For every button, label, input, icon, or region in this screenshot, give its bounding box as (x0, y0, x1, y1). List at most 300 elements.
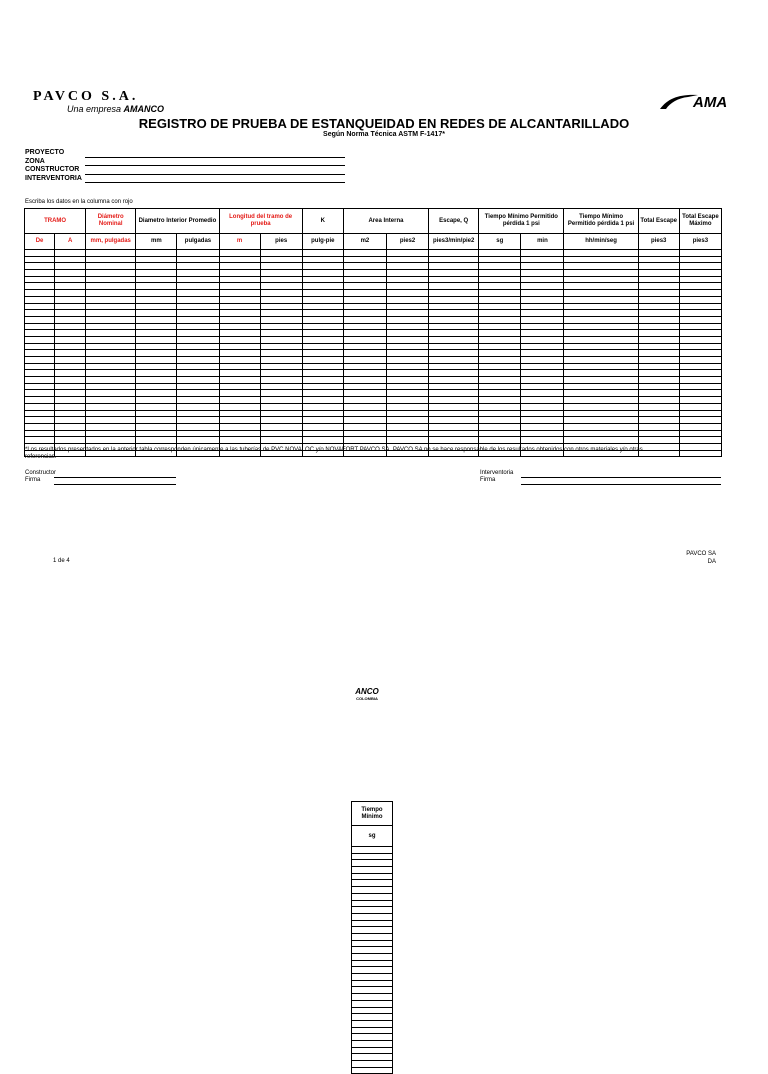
table-cell[interactable] (302, 283, 343, 290)
table-cell[interactable] (25, 390, 55, 397)
table-cell[interactable] (25, 310, 55, 317)
table-cell[interactable] (521, 430, 564, 437)
table-cell[interactable] (343, 397, 386, 404)
table-cell[interactable] (219, 410, 260, 417)
time-table-cell[interactable] (352, 987, 393, 994)
table-cell[interactable] (386, 316, 428, 323)
table-cell[interactable] (177, 370, 219, 377)
table-cell[interactable] (429, 343, 479, 350)
time-table-cell[interactable] (352, 947, 393, 954)
time-table-cell[interactable] (352, 1067, 393, 1074)
table-cell[interactable] (260, 403, 302, 410)
table-cell[interactable] (679, 357, 721, 364)
table-cell[interactable] (679, 410, 721, 417)
table-cell[interactable] (521, 437, 564, 444)
table-cell[interactable] (302, 316, 343, 323)
table-cell[interactable] (136, 410, 177, 417)
table-cell[interactable] (638, 263, 679, 270)
table-cell[interactable] (343, 370, 386, 377)
table-cell[interactable] (177, 430, 219, 437)
constructor-line-2[interactable] (54, 484, 176, 485)
table-cell[interactable] (260, 343, 302, 350)
table-cell[interactable] (521, 357, 564, 364)
table-cell[interactable] (177, 296, 219, 303)
table-cell[interactable] (260, 290, 302, 297)
table-cell[interactable] (177, 270, 219, 277)
table-cell[interactable] (25, 336, 55, 343)
table-cell[interactable] (86, 250, 136, 257)
table-cell[interactable] (55, 316, 86, 323)
table-cell[interactable] (219, 357, 260, 364)
table-cell[interactable] (177, 336, 219, 343)
table-cell[interactable] (479, 377, 521, 384)
table-cell[interactable] (343, 323, 386, 330)
table-cell[interactable] (679, 350, 721, 357)
table-cell[interactable] (219, 270, 260, 277)
table-cell[interactable] (479, 363, 521, 370)
table-cell[interactable] (564, 423, 638, 430)
table-cell[interactable] (260, 430, 302, 437)
time-table-cell[interactable] (352, 1040, 393, 1047)
table-cell[interactable] (343, 410, 386, 417)
zone-field[interactable]: ZONA (25, 158, 345, 167)
table-cell[interactable] (86, 310, 136, 317)
table-cell[interactable] (679, 443, 721, 450)
constructor-field[interactable]: CONSTRUCTOR (25, 166, 345, 175)
table-cell[interactable] (386, 250, 428, 257)
time-table-cell[interactable] (352, 1027, 393, 1034)
table-cell[interactable] (219, 377, 260, 384)
table-cell[interactable] (429, 370, 479, 377)
time-table-cell[interactable] (352, 954, 393, 961)
table-cell[interactable] (343, 403, 386, 410)
table-cell[interactable] (177, 363, 219, 370)
table-cell[interactable] (25, 437, 55, 444)
time-table-cell[interactable] (352, 1034, 393, 1041)
table-cell[interactable] (260, 417, 302, 424)
table-cell[interactable] (638, 357, 679, 364)
table-cell[interactable] (564, 290, 638, 297)
time-table-cell[interactable] (352, 887, 393, 894)
table-cell[interactable] (429, 270, 479, 277)
table-cell[interactable] (55, 390, 86, 397)
table-cell[interactable] (25, 350, 55, 357)
table-cell[interactable] (25, 270, 55, 277)
table-cell[interactable] (564, 270, 638, 277)
table-cell[interactable] (521, 283, 564, 290)
table-cell[interactable] (679, 283, 721, 290)
table-cell[interactable] (177, 350, 219, 357)
table-cell[interactable] (679, 276, 721, 283)
table-cell[interactable] (219, 283, 260, 290)
table-cell[interactable] (86, 397, 136, 404)
table-cell[interactable] (429, 417, 479, 424)
table-cell[interactable] (25, 263, 55, 270)
table-cell[interactable] (638, 377, 679, 384)
table-cell[interactable] (55, 423, 86, 430)
table-cell[interactable] (25, 303, 55, 310)
table-cell[interactable] (219, 403, 260, 410)
table-cell[interactable] (343, 336, 386, 343)
table-cell[interactable] (55, 430, 86, 437)
table-cell[interactable] (55, 283, 86, 290)
table-cell[interactable] (25, 363, 55, 370)
table-cell[interactable] (479, 403, 521, 410)
table-cell[interactable] (55, 250, 86, 257)
table-cell[interactable] (429, 256, 479, 263)
table-cell[interactable] (679, 256, 721, 263)
table-cell[interactable] (638, 343, 679, 350)
table-cell[interactable] (479, 383, 521, 390)
table-cell[interactable] (343, 423, 386, 430)
table-cell[interactable] (136, 256, 177, 263)
table-cell[interactable] (302, 290, 343, 297)
table-cell[interactable] (55, 343, 86, 350)
table-cell[interactable] (479, 323, 521, 330)
table-cell[interactable] (260, 336, 302, 343)
table-cell[interactable] (302, 437, 343, 444)
table-cell[interactable] (86, 270, 136, 277)
table-cell[interactable] (679, 310, 721, 317)
table-cell[interactable] (679, 377, 721, 384)
table-cell[interactable] (136, 330, 177, 337)
table-cell[interactable] (479, 276, 521, 283)
time-table-cell[interactable] (352, 994, 393, 1001)
table-cell[interactable] (302, 417, 343, 424)
time-table-cell[interactable] (352, 940, 393, 947)
table-cell[interactable] (521, 270, 564, 277)
table-cell[interactable] (343, 363, 386, 370)
table-cell[interactable] (86, 390, 136, 397)
table-cell[interactable] (55, 296, 86, 303)
table-cell[interactable] (343, 437, 386, 444)
table-cell[interactable] (86, 330, 136, 337)
table-cell[interactable] (55, 370, 86, 377)
table-cell[interactable] (564, 296, 638, 303)
table-cell[interactable] (260, 383, 302, 390)
table-cell[interactable] (86, 383, 136, 390)
table-cell[interactable] (564, 350, 638, 357)
table-cell[interactable] (564, 343, 638, 350)
table-cell[interactable] (86, 430, 136, 437)
table-cell[interactable] (386, 430, 428, 437)
table-cell[interactable] (260, 423, 302, 430)
time-table-cell[interactable] (352, 967, 393, 974)
table-cell[interactable] (479, 336, 521, 343)
table-cell[interactable] (521, 377, 564, 384)
time-table-cell[interactable] (352, 867, 393, 874)
table-cell[interactable] (86, 323, 136, 330)
table-cell[interactable] (136, 357, 177, 364)
table-cell[interactable] (386, 263, 428, 270)
table-cell[interactable] (638, 323, 679, 330)
table-cell[interactable] (429, 330, 479, 337)
table-cell[interactable] (679, 403, 721, 410)
table-cell[interactable] (177, 390, 219, 397)
table-cell[interactable] (638, 390, 679, 397)
table-cell[interactable] (479, 357, 521, 364)
table-cell[interactable] (479, 310, 521, 317)
table-cell[interactable] (86, 377, 136, 384)
table-cell[interactable] (429, 323, 479, 330)
table-cell[interactable] (521, 250, 564, 257)
table-cell[interactable] (638, 383, 679, 390)
table-cell[interactable] (638, 430, 679, 437)
table-cell[interactable] (260, 350, 302, 357)
table-cell[interactable] (302, 370, 343, 377)
table-cell[interactable] (386, 323, 428, 330)
table-cell[interactable] (638, 310, 679, 317)
time-table-cell[interactable] (352, 1054, 393, 1061)
table-cell[interactable] (343, 296, 386, 303)
table-cell[interactable] (429, 276, 479, 283)
table-cell[interactable] (136, 383, 177, 390)
table-cell[interactable] (177, 397, 219, 404)
table-cell[interactable] (25, 383, 55, 390)
table-cell[interactable] (521, 410, 564, 417)
table-cell[interactable] (386, 357, 428, 364)
table-cell[interactable] (136, 350, 177, 357)
table-cell[interactable] (521, 290, 564, 297)
table-cell[interactable] (429, 310, 479, 317)
table-cell[interactable] (86, 350, 136, 357)
table-cell[interactable] (386, 276, 428, 283)
table-cell[interactable] (638, 330, 679, 337)
table-cell[interactable] (302, 323, 343, 330)
table-cell[interactable] (429, 290, 479, 297)
table-cell[interactable] (177, 437, 219, 444)
table-cell[interactable] (386, 296, 428, 303)
table-cell[interactable] (343, 303, 386, 310)
table-cell[interactable] (302, 390, 343, 397)
table-cell[interactable] (302, 256, 343, 263)
table-cell[interactable] (260, 296, 302, 303)
table-cell[interactable] (564, 310, 638, 317)
table-cell[interactable] (564, 403, 638, 410)
table-cell[interactable] (521, 370, 564, 377)
table-cell[interactable] (219, 343, 260, 350)
table-cell[interactable] (302, 350, 343, 357)
table-cell[interactable] (429, 403, 479, 410)
table-cell[interactable] (343, 390, 386, 397)
table-cell[interactable] (564, 390, 638, 397)
table-cell[interactable] (260, 363, 302, 370)
table-cell[interactable] (302, 423, 343, 430)
table-cell[interactable] (638, 417, 679, 424)
table-cell[interactable] (25, 316, 55, 323)
table-cell[interactable] (679, 430, 721, 437)
table-cell[interactable] (136, 310, 177, 317)
table-cell[interactable] (564, 397, 638, 404)
table-cell[interactable] (479, 256, 521, 263)
table-cell[interactable] (479, 390, 521, 397)
time-table-cell[interactable] (352, 860, 393, 867)
table-cell[interactable] (55, 336, 86, 343)
table-cell[interactable] (479, 423, 521, 430)
table-cell[interactable] (136, 363, 177, 370)
table-cell[interactable] (219, 256, 260, 263)
table-cell[interactable] (177, 310, 219, 317)
time-table-cell[interactable] (352, 1007, 393, 1014)
table-cell[interactable] (136, 343, 177, 350)
table-cell[interactable] (25, 323, 55, 330)
table-cell[interactable] (219, 310, 260, 317)
table-cell[interactable] (386, 303, 428, 310)
table-cell[interactable] (25, 410, 55, 417)
table-cell[interactable] (479, 350, 521, 357)
time-table-cell[interactable] (352, 1014, 393, 1021)
table-cell[interactable] (219, 336, 260, 343)
table-cell[interactable] (386, 370, 428, 377)
table-cell[interactable] (55, 263, 86, 270)
time-table-cell[interactable] (352, 900, 393, 907)
table-cell[interactable] (638, 437, 679, 444)
table-cell[interactable] (86, 283, 136, 290)
table-cell[interactable] (679, 437, 721, 444)
table-cell[interactable] (260, 263, 302, 270)
table-cell[interactable] (679, 397, 721, 404)
table-cell[interactable] (479, 397, 521, 404)
table-cell[interactable] (521, 383, 564, 390)
table-cell[interactable] (638, 370, 679, 377)
table-cell[interactable] (25, 276, 55, 283)
table-cell[interactable] (679, 450, 721, 457)
table-cell[interactable] (55, 330, 86, 337)
interventoria-line-2[interactable] (521, 484, 721, 485)
table-cell[interactable] (386, 270, 428, 277)
table-cell[interactable] (302, 270, 343, 277)
table-cell[interactable] (343, 316, 386, 323)
table-cell[interactable] (564, 303, 638, 310)
table-cell[interactable] (564, 437, 638, 444)
table-cell[interactable] (343, 310, 386, 317)
table-cell[interactable] (343, 276, 386, 283)
table-cell[interactable] (679, 343, 721, 350)
table-cell[interactable] (429, 410, 479, 417)
table-cell[interactable] (429, 263, 479, 270)
table-cell[interactable] (679, 270, 721, 277)
table-cell[interactable] (136, 377, 177, 384)
table-cell[interactable] (521, 336, 564, 343)
table-cell[interactable] (260, 250, 302, 257)
table-cell[interactable] (386, 423, 428, 430)
table-cell[interactable] (679, 250, 721, 257)
table-cell[interactable] (136, 423, 177, 430)
table-cell[interactable] (55, 397, 86, 404)
table-cell[interactable] (136, 336, 177, 343)
table-cell[interactable] (479, 263, 521, 270)
table-cell[interactable] (521, 303, 564, 310)
table-cell[interactable] (86, 256, 136, 263)
table-cell[interactable] (638, 303, 679, 310)
table-cell[interactable] (479, 250, 521, 257)
table-cell[interactable] (679, 383, 721, 390)
table-cell[interactable] (86, 336, 136, 343)
table-cell[interactable] (55, 417, 86, 424)
time-table-cell[interactable] (352, 853, 393, 860)
table-cell[interactable] (302, 363, 343, 370)
table-cell[interactable] (25, 423, 55, 430)
table-cell[interactable] (260, 316, 302, 323)
time-table-cell[interactable] (352, 873, 393, 880)
table-cell[interactable] (386, 310, 428, 317)
table-cell[interactable] (86, 423, 136, 430)
table-cell[interactable] (219, 423, 260, 430)
table-cell[interactable] (386, 403, 428, 410)
table-cell[interactable] (55, 410, 86, 417)
table-cell[interactable] (55, 383, 86, 390)
table-cell[interactable] (679, 363, 721, 370)
table-cell[interactable] (25, 290, 55, 297)
table-cell[interactable] (429, 303, 479, 310)
table-cell[interactable] (386, 336, 428, 343)
table-cell[interactable] (302, 410, 343, 417)
table-cell[interactable] (679, 417, 721, 424)
table-cell[interactable] (343, 383, 386, 390)
table-cell[interactable] (679, 370, 721, 377)
table-cell[interactable] (638, 350, 679, 357)
table-cell[interactable] (679, 296, 721, 303)
table-cell[interactable] (86, 357, 136, 364)
table-cell[interactable] (260, 390, 302, 397)
table-cell[interactable] (638, 423, 679, 430)
table-cell[interactable] (55, 377, 86, 384)
table-cell[interactable] (638, 397, 679, 404)
table-cell[interactable] (302, 403, 343, 410)
table-cell[interactable] (679, 263, 721, 270)
table-cell[interactable] (25, 397, 55, 404)
table-cell[interactable] (177, 357, 219, 364)
table-cell[interactable] (219, 350, 260, 357)
table-cell[interactable] (521, 256, 564, 263)
table-cell[interactable] (386, 283, 428, 290)
table-cell[interactable] (219, 370, 260, 377)
table-cell[interactable] (638, 316, 679, 323)
table-cell[interactable] (55, 323, 86, 330)
table-cell[interactable] (260, 437, 302, 444)
table-cell[interactable] (260, 310, 302, 317)
table-cell[interactable] (219, 323, 260, 330)
table-cell[interactable] (679, 423, 721, 430)
table-cell[interactable] (343, 256, 386, 263)
table-cell[interactable] (219, 263, 260, 270)
table-cell[interactable] (25, 357, 55, 364)
table-cell[interactable] (343, 417, 386, 424)
table-cell[interactable] (343, 290, 386, 297)
table-cell[interactable] (638, 256, 679, 263)
table-cell[interactable] (564, 430, 638, 437)
table-cell[interactable] (177, 343, 219, 350)
table-cell[interactable] (521, 263, 564, 270)
time-table-cell[interactable] (352, 913, 393, 920)
table-cell[interactable] (86, 316, 136, 323)
table-cell[interactable] (638, 283, 679, 290)
table-cell[interactable] (136, 250, 177, 257)
table-cell[interactable] (429, 283, 479, 290)
table-cell[interactable] (136, 270, 177, 277)
table-cell[interactable] (177, 410, 219, 417)
table-cell[interactable] (260, 397, 302, 404)
table-cell[interactable] (302, 383, 343, 390)
table-cell[interactable] (25, 430, 55, 437)
table-cell[interactable] (136, 263, 177, 270)
table-cell[interactable] (55, 290, 86, 297)
table-cell[interactable] (177, 276, 219, 283)
table-cell[interactable] (429, 390, 479, 397)
table-cell[interactable] (302, 296, 343, 303)
table-cell[interactable] (386, 256, 428, 263)
table-cell[interactable] (679, 303, 721, 310)
